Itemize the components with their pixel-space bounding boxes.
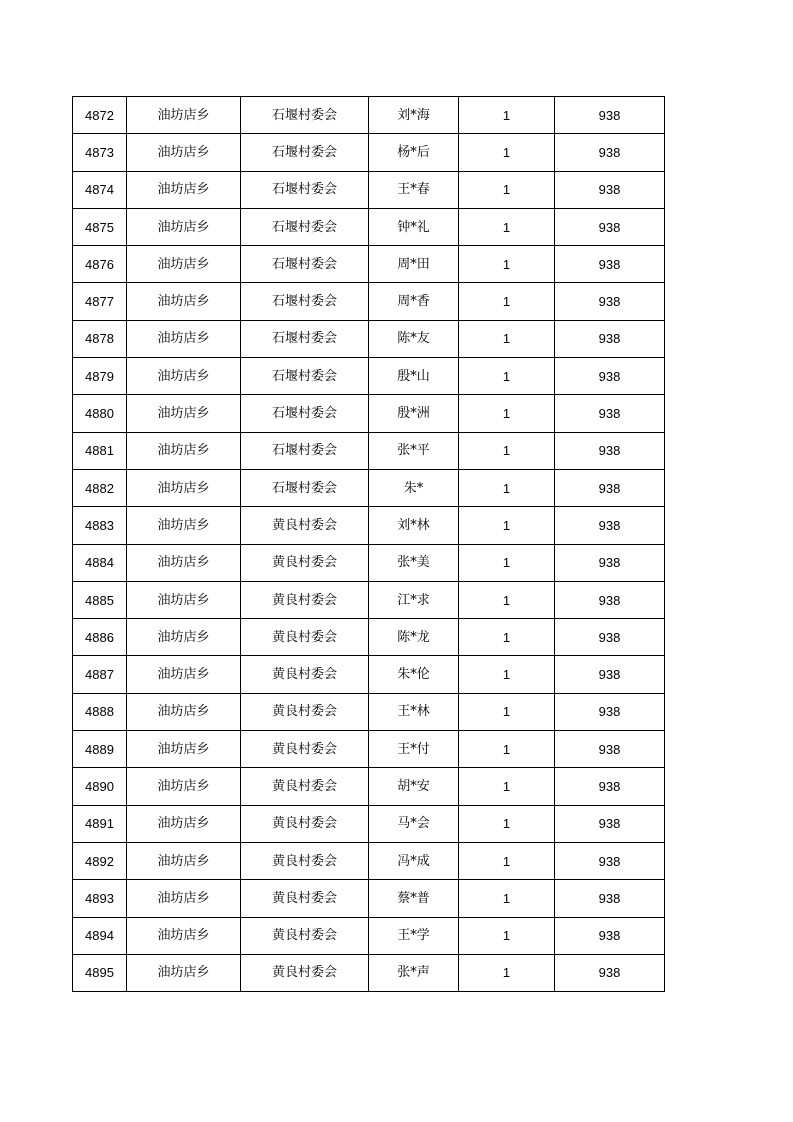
row-id-cell: 4880 — [73, 395, 127, 432]
township-cell: 油坊店乡 — [127, 544, 241, 581]
village-committee-cell: 石堰村委会 — [241, 208, 369, 245]
amount-cell: 938 — [555, 731, 665, 768]
village-committee-cell: 黄良村委会 — [241, 954, 369, 991]
amount-cell: 938 — [555, 805, 665, 842]
village-committee-cell: 黄良村委会 — [241, 880, 369, 917]
row-id-cell: 4883 — [73, 507, 127, 544]
table-row — [73, 432, 665, 469]
amount-cell: 938 — [555, 395, 665, 432]
township-cell: 油坊店乡 — [127, 656, 241, 693]
amount-cell: 938 — [555, 656, 665, 693]
township-cell: 油坊店乡 — [127, 171, 241, 208]
table-row — [73, 693, 665, 730]
township-cell: 油坊店乡 — [127, 395, 241, 432]
count-cell: 1 — [459, 954, 555, 991]
count-cell: 1 — [459, 395, 555, 432]
amount-cell: 938 — [555, 842, 665, 879]
village-committee-cell: 黄良村委会 — [241, 544, 369, 581]
table-row — [73, 656, 665, 693]
village-committee-cell: 石堰村委会 — [241, 246, 369, 283]
township-cell: 油坊店乡 — [127, 581, 241, 618]
person-name-cell: 殷*山 — [369, 358, 459, 395]
person-name-cell: 王*学 — [369, 917, 459, 954]
table-row — [73, 283, 665, 320]
roster-table-body — [73, 97, 665, 992]
village-committee-cell: 黄良村委会 — [241, 619, 369, 656]
township-cell: 油坊店乡 — [127, 432, 241, 469]
person-name-cell: 胡*安 — [369, 768, 459, 805]
person-name-cell: 张*平 — [369, 432, 459, 469]
amount-cell: 938 — [555, 880, 665, 917]
count-cell: 1 — [459, 731, 555, 768]
table-row — [73, 246, 665, 283]
township-cell: 油坊店乡 — [127, 731, 241, 768]
village-committee-cell: 黄良村委会 — [241, 768, 369, 805]
table-row — [73, 880, 665, 917]
village-committee-cell: 黄良村委会 — [241, 581, 369, 618]
table-row — [73, 320, 665, 357]
row-id-cell: 4873 — [73, 134, 127, 171]
row-id-cell: 4889 — [73, 731, 127, 768]
township-cell: 油坊店乡 — [127, 805, 241, 842]
person-name-cell: 刘*林 — [369, 507, 459, 544]
village-committee-cell: 石堰村委会 — [241, 395, 369, 432]
count-cell: 1 — [459, 805, 555, 842]
township-cell: 油坊店乡 — [127, 954, 241, 991]
count-cell: 1 — [459, 320, 555, 357]
amount-cell: 938 — [555, 246, 665, 283]
amount-cell: 938 — [555, 917, 665, 954]
row-id-cell: 4892 — [73, 842, 127, 879]
person-name-cell: 江*求 — [369, 581, 459, 618]
amount-cell: 938 — [555, 358, 665, 395]
village-committee-cell: 黄良村委会 — [241, 731, 369, 768]
village-committee-cell: 石堰村委会 — [241, 432, 369, 469]
township-cell: 油坊店乡 — [127, 246, 241, 283]
row-id-cell: 4875 — [73, 208, 127, 245]
row-id-cell: 4887 — [73, 656, 127, 693]
table-row — [73, 134, 665, 171]
village-committee-cell: 石堰村委会 — [241, 320, 369, 357]
count-cell: 1 — [459, 581, 555, 618]
village-committee-cell: 石堰村委会 — [241, 283, 369, 320]
person-name-cell: 马*会 — [369, 805, 459, 842]
amount-cell: 938 — [555, 469, 665, 506]
table-row — [73, 768, 665, 805]
table-row — [73, 208, 665, 245]
table-row — [73, 395, 665, 432]
row-id-cell: 4872 — [73, 97, 127, 134]
person-name-cell: 朱* — [369, 469, 459, 506]
amount-cell: 938 — [555, 97, 665, 134]
person-name-cell: 蔡*普 — [369, 880, 459, 917]
count-cell: 1 — [459, 656, 555, 693]
row-id-cell: 4888 — [73, 693, 127, 730]
village-committee-cell: 黄良村委会 — [241, 842, 369, 879]
table-row — [73, 507, 665, 544]
person-name-cell: 冯*成 — [369, 842, 459, 879]
row-id-cell: 4879 — [73, 358, 127, 395]
village-committee-cell: 黄良村委会 — [241, 656, 369, 693]
person-name-cell: 王*春 — [369, 171, 459, 208]
township-cell: 油坊店乡 — [127, 208, 241, 245]
row-id-cell: 4893 — [73, 880, 127, 917]
person-name-cell: 刘*海 — [369, 97, 459, 134]
amount-cell: 938 — [555, 693, 665, 730]
township-cell: 油坊店乡 — [127, 917, 241, 954]
count-cell: 1 — [459, 693, 555, 730]
person-name-cell: 周*香 — [369, 283, 459, 320]
count-cell: 1 — [459, 469, 555, 506]
table-row — [73, 469, 665, 506]
person-name-cell: 王*付 — [369, 731, 459, 768]
amount-cell: 938 — [555, 544, 665, 581]
row-id-cell: 4881 — [73, 432, 127, 469]
person-name-cell: 张*美 — [369, 544, 459, 581]
township-cell: 油坊店乡 — [127, 880, 241, 917]
count-cell: 1 — [459, 432, 555, 469]
count-cell: 1 — [459, 283, 555, 320]
row-id-cell: 4891 — [73, 805, 127, 842]
township-cell: 油坊店乡 — [127, 97, 241, 134]
count-cell: 1 — [459, 544, 555, 581]
person-name-cell: 张*声 — [369, 954, 459, 991]
township-cell: 油坊店乡 — [127, 842, 241, 879]
row-id-cell: 4890 — [73, 768, 127, 805]
amount-cell: 938 — [555, 283, 665, 320]
village-committee-cell: 石堰村委会 — [241, 358, 369, 395]
count-cell: 1 — [459, 358, 555, 395]
amount-cell: 938 — [555, 954, 665, 991]
township-cell: 油坊店乡 — [127, 320, 241, 357]
person-name-cell: 周*田 — [369, 246, 459, 283]
row-id-cell: 4895 — [73, 954, 127, 991]
count-cell: 1 — [459, 171, 555, 208]
table-row — [73, 619, 665, 656]
count-cell: 1 — [459, 246, 555, 283]
township-cell: 油坊店乡 — [127, 469, 241, 506]
count-cell: 1 — [459, 842, 555, 879]
table-row — [73, 731, 665, 768]
person-name-cell: 杨*后 — [369, 134, 459, 171]
person-name-cell: 朱*伦 — [369, 656, 459, 693]
township-cell: 油坊店乡 — [127, 358, 241, 395]
row-id-cell: 4885 — [73, 581, 127, 618]
count-cell: 1 — [459, 208, 555, 245]
village-committee-cell: 黄良村委会 — [241, 917, 369, 954]
count-cell: 1 — [459, 97, 555, 134]
count-cell: 1 — [459, 880, 555, 917]
amount-cell: 938 — [555, 619, 665, 656]
table-row — [73, 842, 665, 879]
township-cell: 油坊店乡 — [127, 507, 241, 544]
table-row — [73, 97, 665, 134]
person-name-cell: 殷*洲 — [369, 395, 459, 432]
amount-cell: 938 — [555, 768, 665, 805]
roster-table — [72, 96, 665, 992]
village-committee-cell: 黄良村委会 — [241, 507, 369, 544]
village-committee-cell: 黄良村委会 — [241, 693, 369, 730]
table-row — [73, 581, 665, 618]
row-id-cell: 4886 — [73, 619, 127, 656]
row-id-cell: 4894 — [73, 917, 127, 954]
row-id-cell: 4877 — [73, 283, 127, 320]
table-row — [73, 917, 665, 954]
township-cell: 油坊店乡 — [127, 619, 241, 656]
table-row — [73, 358, 665, 395]
person-name-cell: 陈*友 — [369, 320, 459, 357]
amount-cell: 938 — [555, 171, 665, 208]
table-row — [73, 805, 665, 842]
count-cell: 1 — [459, 134, 555, 171]
row-id-cell: 4884 — [73, 544, 127, 581]
person-name-cell: 钟*礼 — [369, 208, 459, 245]
village-committee-cell: 黄良村委会 — [241, 805, 369, 842]
count-cell: 1 — [459, 619, 555, 656]
township-cell: 油坊店乡 — [127, 693, 241, 730]
amount-cell: 938 — [555, 432, 665, 469]
amount-cell: 938 — [555, 507, 665, 544]
table-row — [73, 171, 665, 208]
village-committee-cell: 石堰村委会 — [241, 469, 369, 506]
amount-cell: 938 — [555, 320, 665, 357]
person-name-cell: 王*林 — [369, 693, 459, 730]
township-cell: 油坊店乡 — [127, 283, 241, 320]
row-id-cell: 4876 — [73, 246, 127, 283]
village-committee-cell: 石堰村委会 — [241, 97, 369, 134]
township-cell: 油坊店乡 — [127, 768, 241, 805]
table-row — [73, 544, 665, 581]
count-cell: 1 — [459, 917, 555, 954]
person-name-cell: 陈*龙 — [369, 619, 459, 656]
row-id-cell: 4874 — [73, 171, 127, 208]
count-cell: 1 — [459, 768, 555, 805]
table-row — [73, 954, 665, 991]
amount-cell: 938 — [555, 581, 665, 618]
row-id-cell: 4878 — [73, 320, 127, 357]
village-committee-cell: 石堰村委会 — [241, 171, 369, 208]
row-id-cell: 4882 — [73, 469, 127, 506]
count-cell: 1 — [459, 507, 555, 544]
amount-cell: 938 — [555, 134, 665, 171]
amount-cell: 938 — [555, 208, 665, 245]
village-committee-cell: 石堰村委会 — [241, 134, 369, 171]
township-cell: 油坊店乡 — [127, 134, 241, 171]
